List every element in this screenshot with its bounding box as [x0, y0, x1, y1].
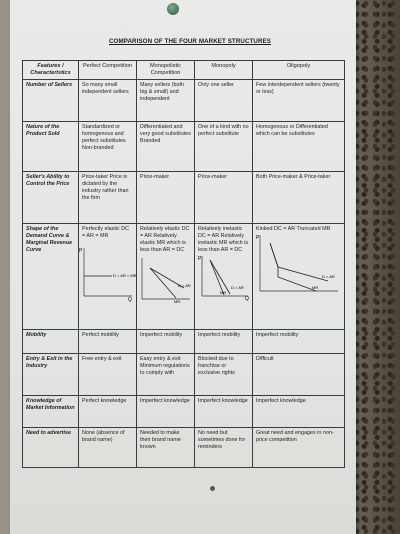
header-oligopoly: Oligopoly: [253, 61, 345, 80]
push-pin-icon: [167, 3, 179, 15]
perfect-cell: Perfect knowledge: [79, 396, 137, 428]
oligopoly-cell: Difficult: [253, 354, 345, 396]
row-advertise: [23, 428, 345, 468]
row-number-of-sellers: [23, 80, 345, 122]
row-mobility: [23, 330, 345, 354]
feature-cell: Shape of the Demand Curve & Marginal Revenue Curve: [23, 224, 79, 330]
feature-cell: Knowledge of Market Information: [23, 396, 79, 428]
graph-label-p: P: [256, 235, 260, 241]
perfect-cell: Standardized or homogenous and perfect substitutes Non-branded: [79, 122, 137, 172]
comparison-table: [22, 60, 345, 468]
monopolistic-cell: Easy entry & exit Minimum regulations to comply with: [137, 354, 195, 396]
mr-label: MR: [312, 285, 319, 290]
perfect-cell: [79, 224, 137, 330]
ink-mark: [210, 486, 215, 491]
oligopoly-cell: Imperfect knowledge: [253, 396, 345, 428]
dar-label: D = AR: [231, 285, 244, 290]
monopoly-cell: [195, 224, 253, 330]
row-demand-curve: [23, 224, 345, 330]
perfect-cell: Free entry & exit: [79, 354, 137, 396]
row-nature-of-product: [23, 122, 345, 172]
oligopoly-cell: Homogenous or Differentiated which can be substitutes: [253, 122, 345, 172]
monopolistic-demand-graph: [140, 254, 192, 304]
truncated-mr-line: [270, 243, 319, 291]
row-entry-exit: [23, 354, 345, 396]
mr-label: MR: [220, 290, 227, 295]
monopoly-cell: Imperfect mobility: [195, 330, 253, 354]
mr-line: [150, 268, 176, 298]
curve-label: D = AR = MR: [113, 273, 137, 278]
monopoly-cell-text: Relatively inelastic DC = AR Relatively inelastic MR which is less than AR = DC: [198, 226, 249, 253]
perfect-cell: None (absence of brand name): [79, 428, 137, 468]
monopoly-cell: Blocked due to franchise or exclusive rights: [195, 354, 253, 396]
monopolistic-cell: [137, 224, 195, 330]
header-monopoly: Monopoly: [195, 61, 253, 80]
oligopoly-cell: Both Price-maker & Price-taker: [253, 172, 345, 224]
monopolistic-cell: Imperfect mobility: [137, 330, 195, 354]
monopolistic-cell: Imperfect knowledge: [137, 396, 195, 428]
feature-cell: Need to advertise: [23, 428, 79, 468]
perfect-demand-graph: [79, 240, 137, 303]
feature-cell: Entry & Exit in the Industry: [23, 354, 79, 396]
oligopoly-cell: [253, 224, 345, 330]
perfect-cell: Perfect mobility: [79, 330, 137, 354]
perfect-cell: Price-taker Price is dictated by the industry rather than the firm: [79, 172, 137, 224]
oligopoly-demand-graph: [256, 233, 342, 295]
monopoly-demand-graph: [198, 254, 250, 300]
header-features: Features / Characteristics: [23, 61, 79, 80]
monopolistic-cell: Needed to make their brand name known: [137, 428, 195, 468]
monopolistic-cell: Differentiated and very good substitutes Branded: [137, 122, 195, 172]
row-knowledge: [23, 396, 345, 428]
header-monopolistic: Monopolistic Competition: [137, 61, 195, 80]
oligopoly-cell: Few interdependent sellers (twenty or less): [253, 80, 345, 122]
monopolistic-cell-text: Relatively elastic DC = AR Relatively elastic MR which is less than AR = DC: [140, 226, 190, 253]
oligopoly-cell: Imperfect mobility: [253, 330, 345, 354]
monopolistic-cell: Price-maker: [137, 172, 195, 224]
monopoly-cell: Price-maker: [195, 172, 253, 224]
oligopoly-cell: Great need and engages in non-price competition: [253, 428, 345, 468]
header-row: [23, 61, 345, 80]
graph-label-p: P: [198, 256, 202, 262]
monopoly-cell: One of a kind with no perfect substitute: [195, 122, 253, 172]
feature-cell: Nature of the Product Sold: [23, 122, 79, 172]
header-perfect: Perfect Competition: [79, 61, 137, 80]
feature-cell: Seller's Ability to Control the Price: [23, 172, 79, 224]
graph-label-q: Q: [245, 296, 249, 302]
cork-board: [355, 0, 400, 534]
graph-label-q: Q: [128, 297, 132, 303]
mr-label: MR: [174, 299, 181, 304]
monopolistic-cell: Many sellers (both big & small) and independent: [137, 80, 195, 122]
perfect-cell-text: Perfectly elastic DC = AR = MR: [82, 226, 130, 239]
monopoly-cell: No need but sometimes done for reminders: [195, 428, 253, 468]
monopoly-cell: Imperfect knowledge: [195, 396, 253, 428]
dar-label: D = AR: [178, 283, 191, 288]
feature-cell: Mobility: [23, 330, 79, 354]
dc-ar-line: [210, 260, 230, 294]
perfect-cell: So many small independent sellers: [79, 80, 137, 122]
feature-cell: Number of Sellers: [23, 80, 79, 122]
graph-label-p: P: [79, 248, 83, 254]
row-price-control: [23, 172, 345, 224]
kinked-dc-line: [270, 243, 328, 281]
dar-label: D = AR: [322, 274, 335, 279]
monopoly-cell: Only one seller: [195, 80, 253, 122]
oligopoly-cell-text: Kinked DC = AR Truncated MR: [256, 226, 331, 232]
page-title: COMPARISON OF THE FOUR MARKET STRUCTURES: [108, 38, 271, 45]
